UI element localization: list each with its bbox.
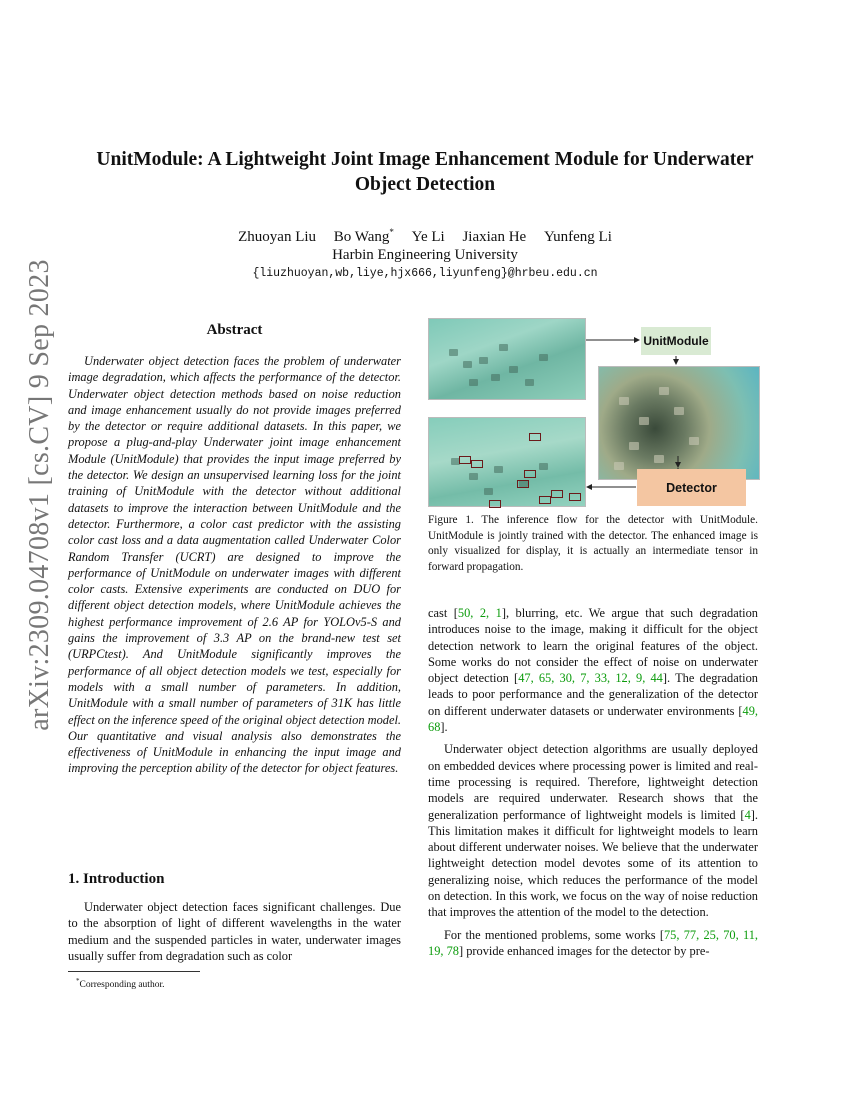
bbox xyxy=(489,500,501,508)
paragraph: For the mentioned problems, some works [75, 77, 25, 70, 11, 19, 78] provide enhanced images for the detector by pre- xyxy=(428,927,758,958)
citation[interactable]: 50, 2, 1 xyxy=(457,606,502,620)
bbox xyxy=(471,460,483,468)
bbox xyxy=(517,480,529,488)
bbox xyxy=(459,456,471,464)
corresponding-mark: * xyxy=(389,227,394,237)
arxiv-stamp-text: arXiv:2309.04708v1 [cs.CV] 9 Sep 2023 xyxy=(24,259,55,731)
citation[interactable]: 4 xyxy=(744,807,751,822)
detection-result-image xyxy=(428,417,586,507)
unitmodule-box: UnitModule xyxy=(641,327,711,355)
intro-heading: 1. Introduction xyxy=(68,871,165,887)
right-column-text xyxy=(428,605,758,965)
author-1: Zhuoyan Liu xyxy=(238,229,317,245)
arxiv-stamp xyxy=(20,259,60,731)
footnote-mark: * xyxy=(76,977,80,985)
affiliation: Harbin Engineering University xyxy=(332,247,518,263)
citation[interactable]: 47, 65, 30, 7, 33, 12, 9, 44 xyxy=(518,671,663,686)
bbox xyxy=(539,496,551,504)
paragraph: Underwater object detection algorithms are usually deployed on embedded devices where processing power is limited and real-time processing is required. Therefore, lightweight detection models are required underwater. Research shows that the generalization performance of lightweight models is limited [4]. This limitation makes it difficult for lightweight models to learn about different underwater noises. We believe that the underwater lightweight detection model devotes some of its attention to generalizing noise, which reduces the performance of the model on detection. In this work, we focus on the way of noise reduction that improves the attention of the model to the detection. xyxy=(428,742,758,920)
title-line-2: Object Detection xyxy=(354,174,496,195)
intro-paragraph: Underwater object detection faces significant challenges. Due to the absorption of light of different wavelengths in the water medium and the suspended particles in water, underwater images usually suffer from degradation such as color xyxy=(68,900,401,963)
input-image xyxy=(428,318,586,400)
author-2: Bo Wang* xyxy=(333,227,394,245)
abstract-heading: Abstract xyxy=(206,322,263,338)
bbox xyxy=(551,490,563,498)
figure-caption: Figure 1. The inference flow for the detector with UnitModule. UnitModule is jointly trained with the detector. The enhanced image is only visualized for display, it is actually an intermediate tensor in forward propagation. xyxy=(428,514,758,573)
author-5: Yunfeng Li xyxy=(543,229,612,245)
email[interactable]: {liuzhuoyan,wb,liye,hjx666,liyunfeng}@hrbeu.edu.cn xyxy=(252,267,598,280)
author-list xyxy=(60,227,790,246)
title-line-1: UnitModule: A Lightweight Joint Image Enhancement Module for Underwater xyxy=(96,149,754,170)
paragraph: cast [50, 2, 1], blurring, etc. We argue that such degradation introduces noise to the image, making it difficult for the object detection network to learn the original features of the object. Some works do not consider the effect of noise on underwater object detection [47, 65, 30, 7, 33, 12, 9, 44]. The degradation leads to poor performance and the generalization of the detector on different underwater datasets or underwater environments [49, 68]. xyxy=(428,606,759,735)
detector-box: Detector xyxy=(637,469,746,506)
footnote-text: Corresponding author. xyxy=(79,980,165,991)
bbox xyxy=(529,433,541,441)
citation[interactable]: 49, 68 xyxy=(428,703,758,735)
bbox xyxy=(569,493,581,501)
footnote-rule xyxy=(68,971,200,972)
footnote xyxy=(76,977,164,990)
figure-1 xyxy=(428,318,758,508)
enhanced-image xyxy=(598,366,760,480)
paper-title xyxy=(60,147,790,197)
abstract-text: Underwater object detection faces the problem of underwater image degradation, which affects the performance of the detector. Underwater object detection methods based on noise reduction and image enhancement usually do not provide images preferred by the detector or require additional datasets. In this paper, we propose a plug-and-play Underwater joint image enhancement Module (UnitModule) that provides the input image preferred by the detector. We design an unsupervised learning loss for the joint training of UnitModule with the detector without additional datasets to improve the interaction between UnitModule and the detector. Furthermore, a color cast predictor with the assisting color cast loss and a data augmentation called Underwater Color Random Transfer (UCRT) are designed to improve the performance of UnitModule on underwater images with different color casts. Extensive experiments are conducted on DUO for different object detection models, where UnitModule achieves the highest performance improvement of 2.6 AP for YOLOv5-S and gains the improvement of 3.3 AP on the brand-new test set (URPCtest). And UnitModule significantly improves the performance of all object detection models we test, especially for models with a small number of parameters. In addition, UnitModule with a small number of parameters of 31K has little effect on the inference speed of the original object detection model. Our quantitative and visual analysis also demonstrates the effectiveness of UnitModule in enhancing the input image and improving the perception ability of the detector for object features. xyxy=(68,354,401,776)
author-4: Jiaxian He xyxy=(462,229,527,245)
bbox xyxy=(524,470,536,478)
author-3: Ye Li xyxy=(411,229,445,245)
citation[interactable]: 75, 77, 25, 70, 11, 19, 78 xyxy=(428,927,758,958)
